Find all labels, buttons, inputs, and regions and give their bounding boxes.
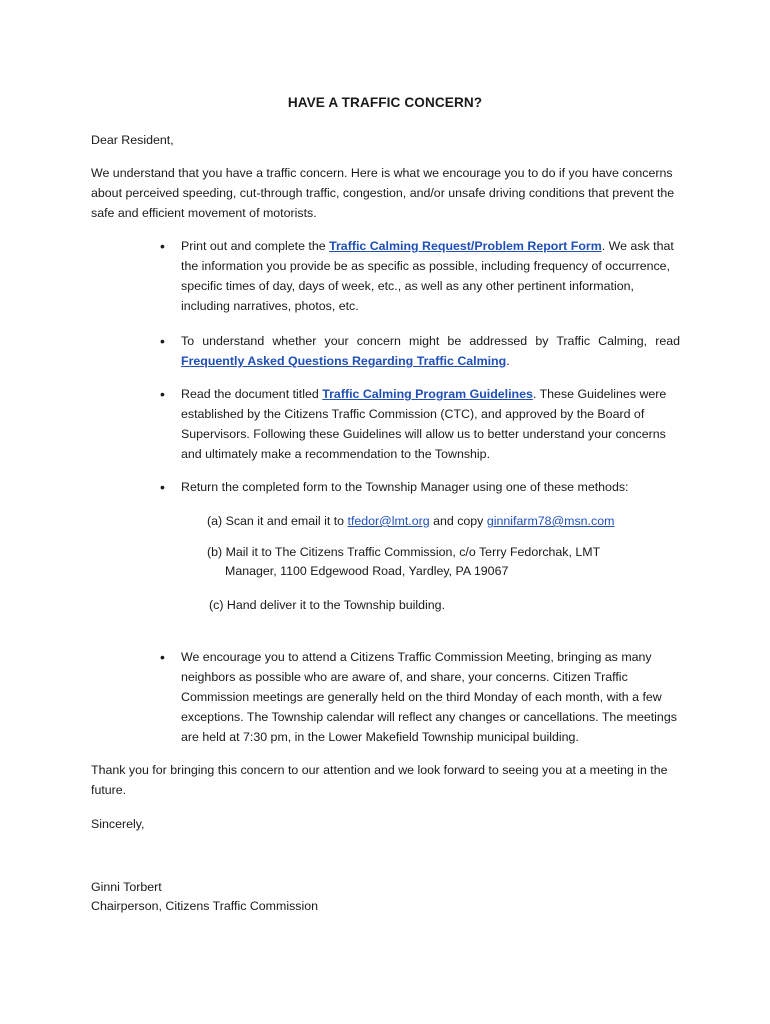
bullet-text-pre: To understand whether your concern might be addressed by Traffic Calming, read bbox=[181, 334, 680, 348]
bullet-text-post: . We ask that the information you provide be as specific as possible, including frequency of occurrence, specific times of day, days of week, etc., as well as any other pertinent information, including narratives, photos, etc. bbox=[181, 239, 674, 313]
email-link-ginnifarm[interactable]: ginnifarm78@msn.com bbox=[486, 514, 615, 528]
salutation: Dear Resident, bbox=[91, 133, 174, 147]
bullet-item-return-form bbox=[160, 477, 680, 497]
page-title: HAVE A TRAFFIC CONCERN? bbox=[287, 95, 483, 110]
method-c: (c) Hand deliver it to the Township building. bbox=[209, 598, 446, 612]
bullet-item-meeting bbox=[160, 647, 680, 747]
intro-paragraph: We understand that you have a traffic concern. Here is what we encourage you to do if you have concerns about perceived speeding, cut-through traffic, congestion, and/or unsafe driving conditions that prevent the safe and efficient movement of motorists. bbox=[91, 166, 675, 220]
method-a-mid: and copy bbox=[429, 514, 487, 528]
bullet-dot-icon: • bbox=[160, 333, 165, 349]
bullet-text: We encourage you to attend a Citizens Traffic Commission Meeting, bringing as many neighbors as possible who are aware of, and share, your concerns. Citizen Traffic Commission meetings are generally held on the third Monday of each month, with a few exceptions. The Township calendar will reflect any changes or cancellations. The meetings are held at 7:30 pm, in the Lower Makefield Township municipal building. bbox=[181, 650, 677, 744]
bullet-item-request-form bbox=[160, 236, 680, 316]
faq-link[interactable]: Frequently Asked Questions Regarding Traffic Calming bbox=[181, 354, 507, 368]
bullet-item-faq bbox=[160, 331, 680, 371]
email-link-tfedor[interactable]: tfedor@lmt.org bbox=[347, 514, 430, 528]
signature-block bbox=[91, 878, 491, 916]
bullet-text-post: . These Guidelines were established by the Citizens Traffic Commission (CTC), and approved by the Board of Supervisors. Following these Guidelines will allow us to better understand your concerns and ultimately make a recommendation to the Township. bbox=[181, 387, 667, 461]
signer-name: Ginni Torbert bbox=[91, 880, 162, 894]
closing-paragraph: Thank you for bringing this concern to our attention and we look forward to seeing you at a meeting in the future. bbox=[91, 763, 668, 797]
signer-title: Chairperson, Citizens Traffic Commission bbox=[91, 899, 319, 913]
bullet-text-pre: Print out and complete the bbox=[181, 239, 330, 253]
bullet-text bbox=[181, 384, 680, 464]
method-a-text: (a) Scan it and email it to bbox=[207, 514, 348, 528]
method-b bbox=[207, 543, 687, 581]
bullet-dot-icon: • bbox=[160, 238, 165, 254]
method-b-line1: (b) Mail it to The Citizens Traffic Commission, c/o Terry Fedorchak, LMT bbox=[207, 545, 601, 559]
bullet-text: Return the completed form to the Township Manager using one of these methods: bbox=[181, 480, 629, 494]
method-b-line2: Manager, 1100 Edgewood Road, Yardley, PA 19067 bbox=[225, 564, 509, 578]
bullet-text bbox=[181, 236, 680, 316]
bullet-text-pre: Read the document titled bbox=[181, 387, 323, 401]
bullet-text-post: . bbox=[506, 354, 510, 368]
bullet-dot-icon: • bbox=[160, 479, 165, 495]
signoff: Sincerely, bbox=[91, 817, 145, 831]
method-a bbox=[207, 511, 687, 531]
bullet-text bbox=[181, 331, 680, 371]
bullet-dot-icon: • bbox=[160, 649, 165, 665]
bullet-item-guidelines bbox=[160, 384, 680, 464]
bullet-dot-icon: • bbox=[160, 386, 165, 402]
guidelines-link[interactable]: Traffic Calming Program Guidelines bbox=[322, 387, 533, 401]
request-form-link[interactable]: Traffic Calming Request/Problem Report Form bbox=[329, 239, 602, 253]
